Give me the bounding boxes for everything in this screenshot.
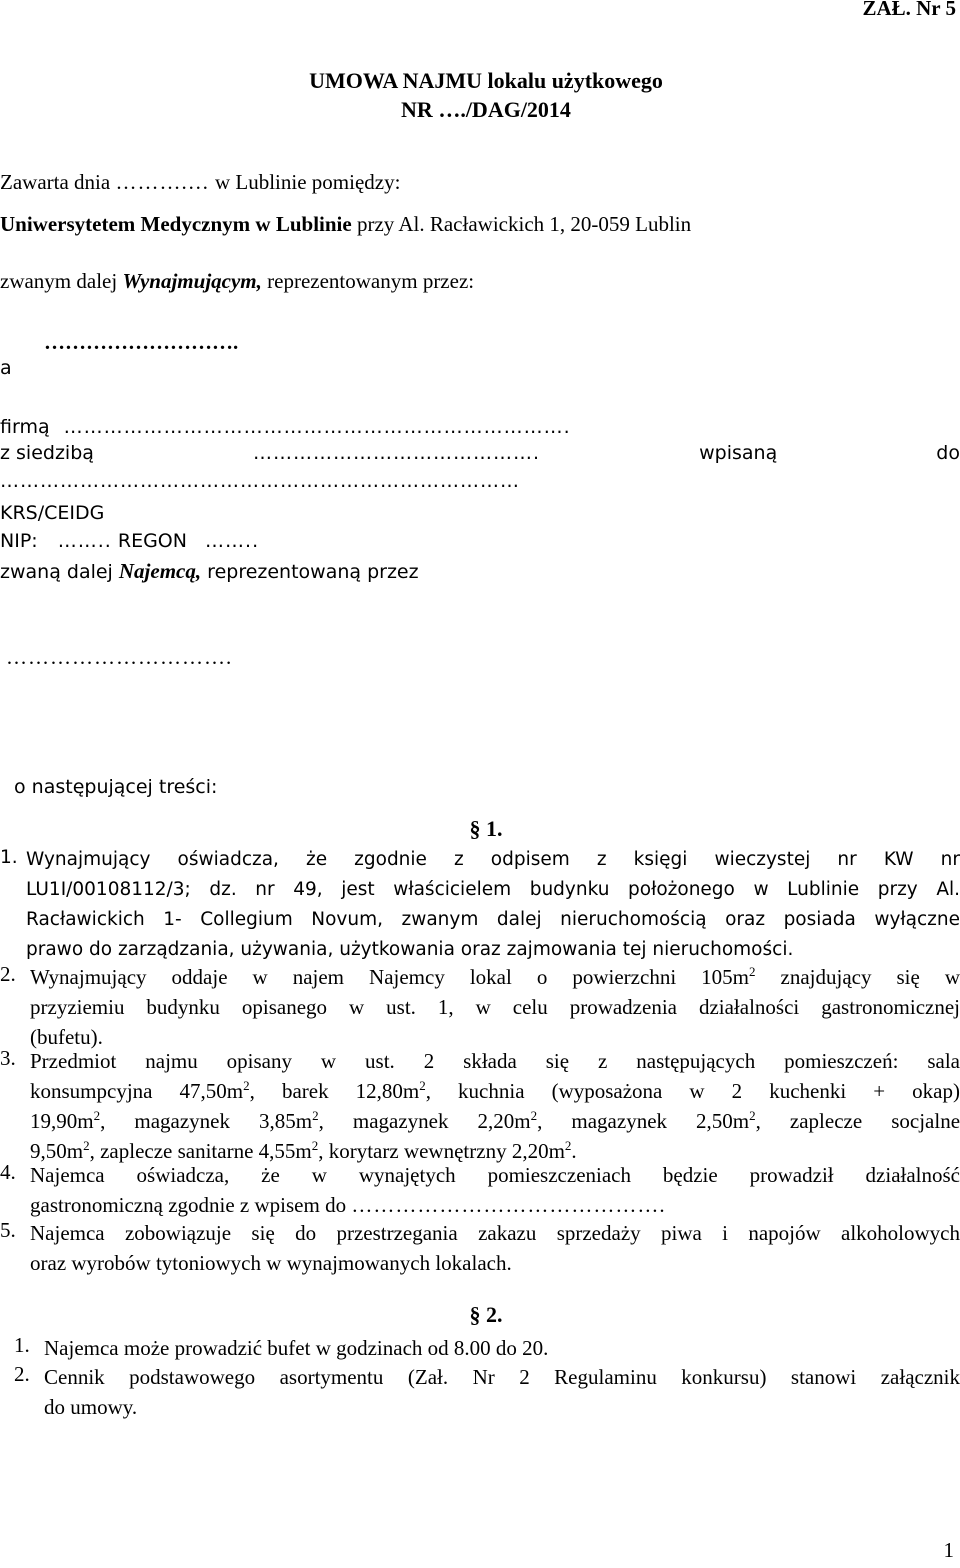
content-intro: o następującej treści: [14,776,218,798]
section-2-heading: § 2. [469,1302,503,1327]
seat-line: z siedzibą ……………………………………. wpisaną do [0,442,960,464]
register-dots: …………………………………………………………………… [0,470,520,492]
section-1-heading: § 1. [469,816,503,841]
and-conjunction: a [0,357,12,379]
contract-number: NR …./DAG/2014 [401,97,571,122]
contract-title: UMOWA NAJMU lokalu użytkowego [309,68,663,93]
tenant-line: zwaną dalej Najemcą, reprezentowaną przez [0,559,419,583]
landlord-party-line: Uniwersytetem Medycznym w Lublinie przy Al. Racławickich 1, 20-059 Lublin [0,212,692,236]
landlord-representation-line: zwanym dalej Wynajmującym, reprezentowanym przez: [0,269,475,293]
attachment-label: ZAŁ. Nr 5 [862,0,956,20]
krs-label: KRS/CEIDG [0,502,105,524]
landlord-representative-dots: ………………………. [44,330,239,354]
tenant-representative-dots: …………………………. [6,645,233,669]
conclusion-line: Zawarta dnia ……….… w Lublinie pomiędzy: [0,170,401,194]
firm-line: firmą …………………………………………………………………. [0,416,571,438]
nip-regon-line: NIP: …….. REGON …….. [0,530,260,552]
page-number: 1 [943,1538,954,1562]
